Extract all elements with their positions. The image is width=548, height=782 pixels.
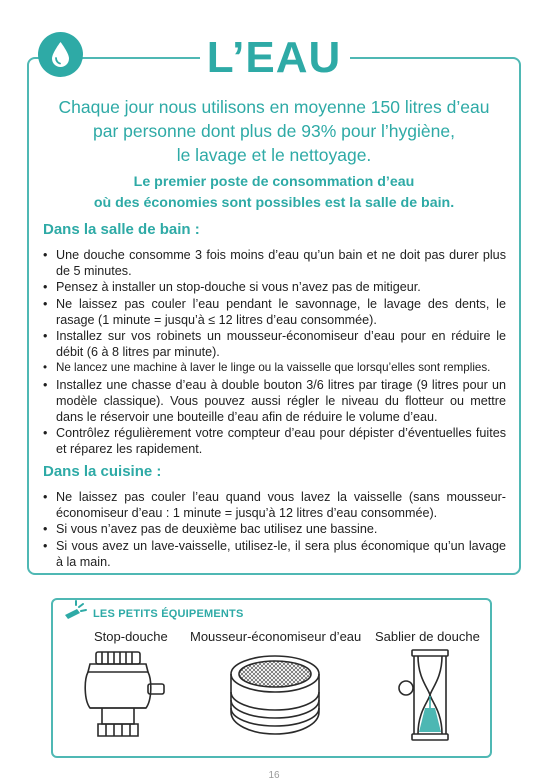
- section-title-kitchen: Dans la cuisine :: [43, 463, 162, 480]
- list-item: • Si vous avez un lave-vaisselle, utilisez-le, il sera plus économique qu’un lavage à la main.: [43, 538, 506, 569]
- intro-line: par personne dont plus de 93% pour l’hygiène,: [93, 121, 455, 141]
- lightbulb-icon: [61, 600, 89, 622]
- list-item: • Ne laissez pas couler l’eau pendant le savonnage, le lavage des dents, le rasage (1 minute = jusqu’à ≤ 12 litres d’eau consommée).: [43, 296, 506, 327]
- list-item: • Installez une chasse d’eau à double bouton 3/6 litres par tirage (9 litres pour un modèle classique). Vous pouvez aussi régler le niveau du flotteur ou mettre dans le réservoir une bouteille d’eau afin de réduire le volume d’eau.: [43, 377, 506, 425]
- kitchen-list: [43, 489, 506, 570]
- equipment-label: Sablier de douche: [375, 629, 480, 644]
- equipment-label: Stop-douche: [94, 629, 168, 644]
- section-title-bathroom: Dans la salle de bain :: [43, 221, 200, 238]
- aerator-icon: [228, 652, 322, 740]
- list-item: • Ne laissez pas couler l’eau quand vous lavez la vaisselle (sans mousseur-économiseur d’eau : 1 minute = jusqu’à 12 litres d’eau consommée).: [43, 490, 506, 521]
- stop-douche-icon: [82, 650, 168, 746]
- page-number: 16: [268, 770, 280, 781]
- intro-line: le lavage et le nettoyage.: [176, 145, 372, 165]
- highlight-paragraph: [30, 172, 518, 214]
- intro-line: Chaque jour nous utilisons en moyenne 150 litres d’eau: [58, 97, 490, 117]
- equipment-label: Mousseur-économiseur d’eau: [190, 629, 362, 644]
- list-item: • Installez sur vos robinets un mousseur-économiseur d’eau pour en réduire le débit (6 à 8 litres par minute).: [43, 329, 506, 360]
- bathroom-list: [43, 247, 506, 458]
- list-item: • Pensez à installer un stop-douche si vous n’avez pas de mitigeur.: [43, 280, 421, 295]
- intro-paragraph: [30, 95, 518, 167]
- list-item: • Une douche consomme 3 fois moins d’eau qu’un bain et ne doit pas durer plus de 5 minutes.: [43, 248, 506, 279]
- page-title: L’EAU: [206, 33, 342, 82]
- list-item: • Ne lancez une machine à laver le linge ou la vaisselle que lorsqu’elles sont remplies.: [43, 361, 491, 375]
- hourglass-icon: [398, 648, 454, 744]
- list-item: • Contrôlez régulièrement votre compteur d’eau pour dépister d’éventuelles fuites et réparez les rapidement.: [43, 426, 506, 457]
- highlight-line: Le premier poste de consommation d’eau: [133, 174, 415, 190]
- highlight-line: où des économies sont possibles est la salle de bain.: [93, 195, 455, 211]
- equipment-title: LES PETITS ÉQUIPEMENTS: [93, 608, 244, 620]
- list-item: • Si vous n’avez pas de deuxième bac utilisez une bassine.: [43, 522, 378, 537]
